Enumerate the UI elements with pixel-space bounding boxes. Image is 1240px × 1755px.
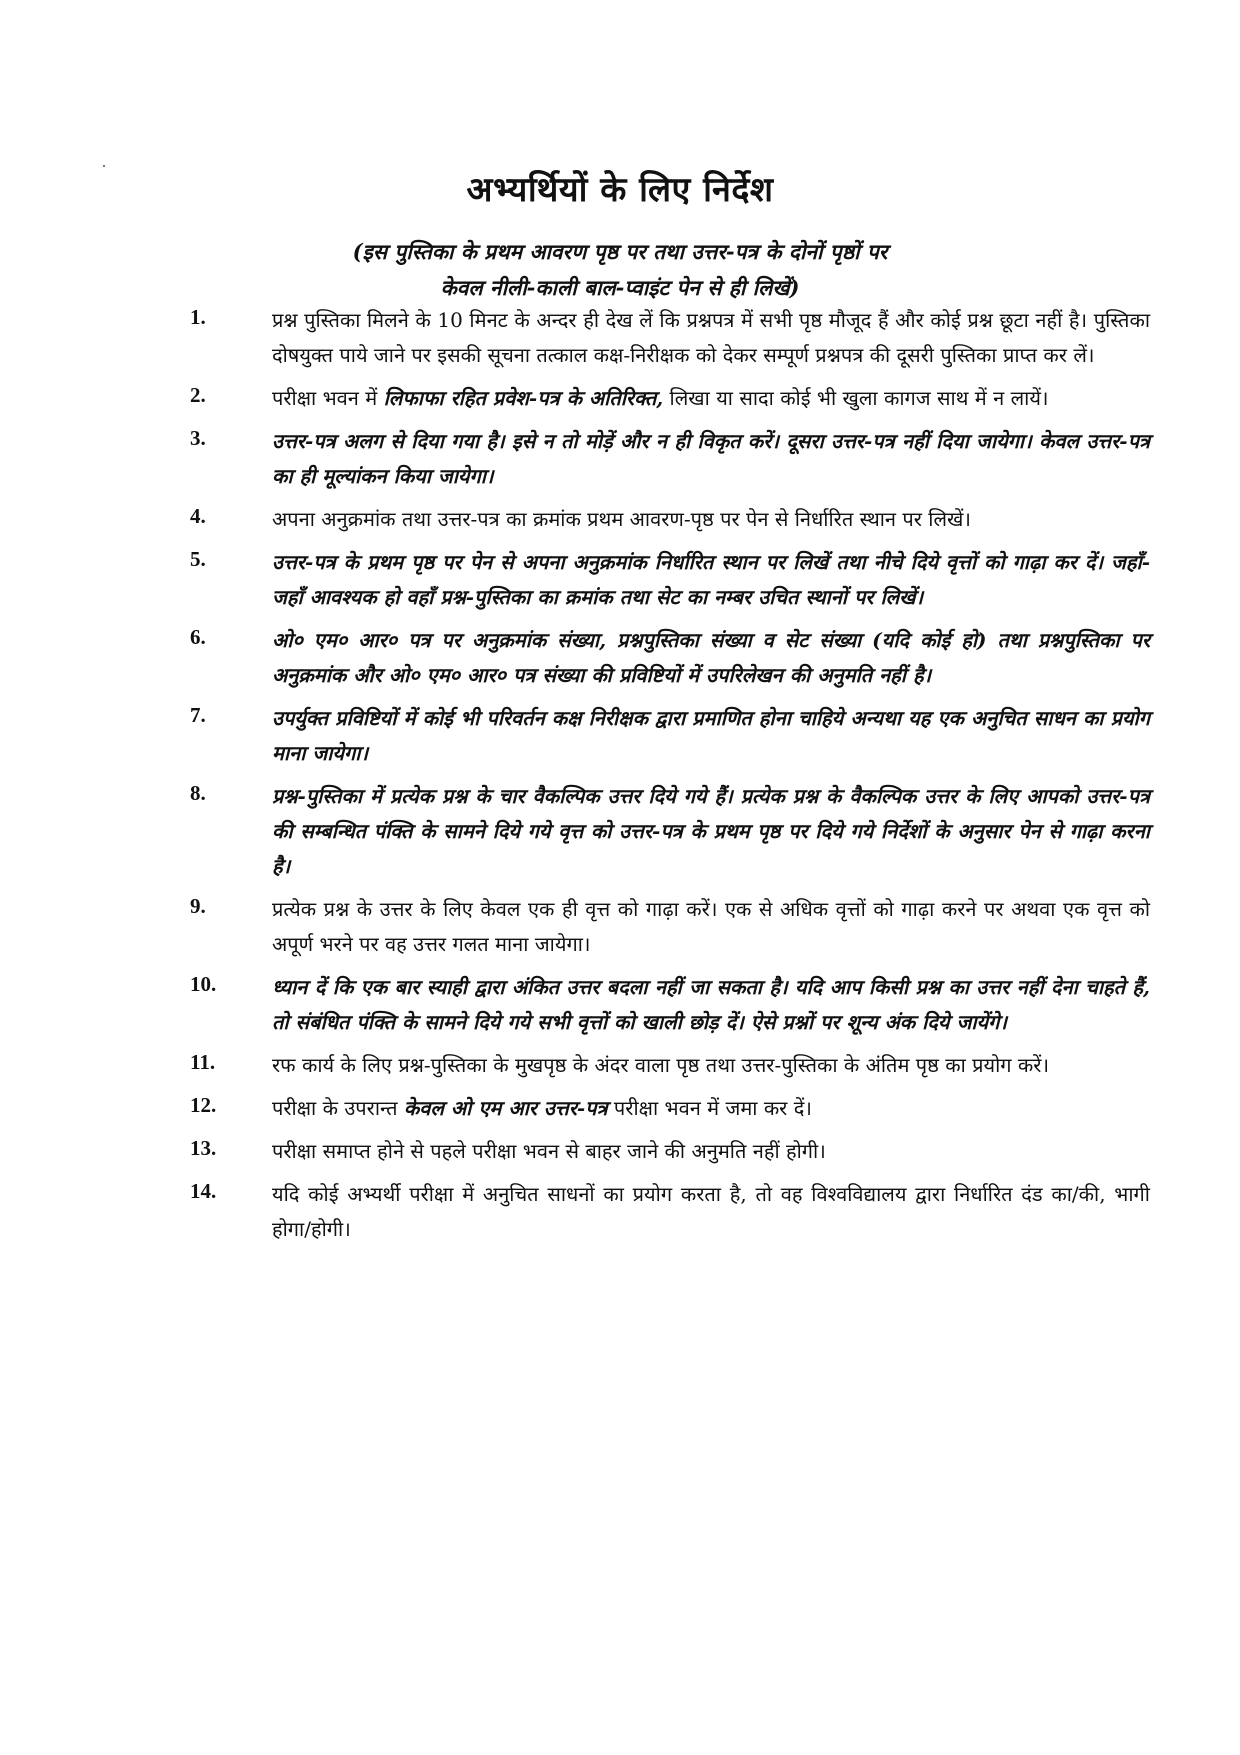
item-number: 1. xyxy=(190,305,206,329)
item-number: 3. xyxy=(190,426,206,450)
instruction-item-1 xyxy=(190,303,1150,373)
item-text xyxy=(272,1091,1150,1126)
item-text: परीक्षा समाप्त होने से पहले परीक्षा भवन से बाहर जाने की अनुमति नहीं होगी। xyxy=(272,1139,826,1163)
instruction-list xyxy=(190,303,1150,1255)
instruction-item-11 xyxy=(190,1048,1150,1083)
item-text-emphasis: लिफाफा रहित प्रवेश-पत्र के अतिरिक्त, xyxy=(383,386,664,410)
instruction-item-7 xyxy=(190,701,1150,771)
instruction-item-8 xyxy=(190,779,1150,884)
instruction-item-12 xyxy=(190,1091,1150,1126)
instruction-item-3 xyxy=(190,424,1150,494)
item-text: प्रश्न पुस्तिका मिलने के 10 मिनट के अन्दर ही देख लें कि प्रश्नपत्र में सभी पृष्ठ मौजूद हैं और कोई प्रश्न छूटा नहीं है। पुस्तिका दोषयुक्त पाये जाने पर इसकी सूचना तत्काल कक्ष-निरीक्षक को देकर सम्पूर्ण प्रश्नपत्र की दूसरी पुस्तिका प्राप्त कर लें। xyxy=(272,308,1150,367)
item-number: 12. xyxy=(190,1093,217,1117)
item-text-part: परीक्षा भवन में xyxy=(272,386,384,410)
instruction-item-5 xyxy=(190,545,1150,615)
item-text: उत्तर-पत्र के प्रथम पृष्ठ पर पेन से अपना अनुक्रमांक निर्धारित स्थान पर लिखें तथा नीचे दिये वृत्तों को गाढ़ा कर दें। जहाँ-जहाँ आवश्यक हो वहाँ प्रश्न-पुस्तिका का क्रमांक तथा सेट का नम्बर उचित स्थानों पर लिखें। xyxy=(272,550,1150,609)
item-text: प्रश्न-पुस्तिका में प्रत्येक प्रश्न के चार वैकल्पिक उत्तर दिये गये हैं। प्रत्येक प्रश्न के वैकल्पिक उत्तर के लिए आपको उत्तर-पत्र की सम्बन्धित पंक्ति के सामने दिये गये वृत्त को उत्तर-पत्र के प्रथम पृष्ठ पर दिये गये निर्देशों के अनुसार पेन से गाढ़ा करना है। xyxy=(272,784,1150,878)
item-text: ओ० एम० आर० पत्र पर अनुक्रमांक संख्या, प्रश्नपुस्तिका संख्या व सेट संख्या (यदि कोई हो) तथा प्रश्नपुस्तिका पर अनुक्रमांक और ओ० एम० आर० पत्र संख्या की प्रविष्टियों में उपरिलेखन की अनुमति नहीं है। xyxy=(272,628,1150,687)
subtitle-line-2: केवल नीली-काली बाल-प्वाइंट पेन से ही लिखें) xyxy=(440,275,800,300)
item-text: उपर्युक्त प्रविष्टियों में कोई भी परिवर्तन कक्ष निरीक्षक द्वारा प्रमाणित होना चाहिये अन्यथा यह एक अनुचित साधन का प्रयोग माना जायेगा। xyxy=(272,706,1150,765)
instruction-item-9 xyxy=(190,892,1150,962)
item-number: 5. xyxy=(190,547,206,571)
item-number: 8. xyxy=(190,781,206,805)
item-number: 2. xyxy=(190,383,206,407)
item-number: 14. xyxy=(190,1179,217,1203)
item-text-part: परीक्षा भवन में जमा कर दें। xyxy=(607,1096,812,1120)
instruction-item-13 xyxy=(190,1134,1150,1169)
subtitle-line-1: (इस पुस्तिका के प्रथम आवरण पृष्ठ पर तथा उत्तर-पत्र के दोनों पृष्ठों पर xyxy=(352,239,888,264)
instruction-item-2 xyxy=(190,381,1150,416)
item-text: रफ कार्य के लिए प्रश्न-पुस्तिका के मुखपृष्ठ के अंदर वाला पृष्ठ तथा उत्तर-पुस्तिका के अंतिम पृष्ठ का प्रयोग करें। xyxy=(272,1053,1050,1077)
item-number: 7. xyxy=(190,703,206,727)
item-text: ध्यान दें कि एक बार स्याही द्वारा अंकित उत्तर बदला नहीं जा सकता है। यदि आप किसी प्रश्न का उत्तर नहीं देना चाहते हैं, तो संबंधित पंक्ति के सामने दिये गये सभी वृत्तों को खाली छोड़ दें। ऐसे प्रश्नों पर शून्य अंक दिये जायेंगे। xyxy=(272,975,1150,1034)
instruction-item-6 xyxy=(190,623,1150,693)
item-number: 10. xyxy=(190,972,217,996)
item-number: 4. xyxy=(190,504,206,528)
item-number: 11. xyxy=(190,1050,216,1074)
item-number: 13. xyxy=(190,1136,217,1160)
item-text-part: परीक्षा के उपरान्त xyxy=(272,1096,404,1120)
item-number: 9. xyxy=(190,894,206,918)
instruction-item-14 xyxy=(190,1177,1150,1247)
page-title: अभ्यर्थियों के लिए निर्देश xyxy=(466,170,774,210)
instruction-item-4 xyxy=(190,502,1150,537)
item-text: उत्तर-पत्र अलग से दिया गया है। इसे न तो मोड़ें और न ही विकृत करें। दूसरा उत्तर-पत्र नहीं दिया जायेगा। केवल उत्तर-पत्र का ही मूल्यांकन किया जायेगा। xyxy=(272,429,1150,488)
item-text: अपना अनुक्रमांक तथा उत्तर-पत्र का क्रमांक प्रथम आवरण-पृष्ठ पर पेन से निर्धारित स्थान पर लिखें। xyxy=(272,507,971,531)
item-text-emphasis: केवल ओ एम आर उत्तर-पत्र xyxy=(403,1096,608,1120)
item-text: यदि कोई अभ्यर्थी परीक्षा में अनुचित साधनों का प्रयोग करता है, तो वह विश्वविद्यालय द्वारा निर्धारित दंड का/की, भागी होगा/होगी। xyxy=(272,1182,1150,1241)
item-text xyxy=(272,381,1150,416)
item-text-part: लिखा या सादा कोई भी खुला कागज साथ में न लायें। xyxy=(663,386,1049,410)
item-number: 6. xyxy=(190,625,206,649)
subtitle xyxy=(0,234,1240,306)
instruction-item-10 xyxy=(190,970,1150,1040)
item-text: प्रत्येक प्रश्न के उत्तर के लिए केवल एक ही वृत्त को गाढ़ा करें। एक से अधिक वृत्तों को गाढ़ा करने पर अथवा एक वृत्त को अपूर्ण भरने पर वह उत्तर गलत माना जायेगा। xyxy=(272,897,1150,956)
